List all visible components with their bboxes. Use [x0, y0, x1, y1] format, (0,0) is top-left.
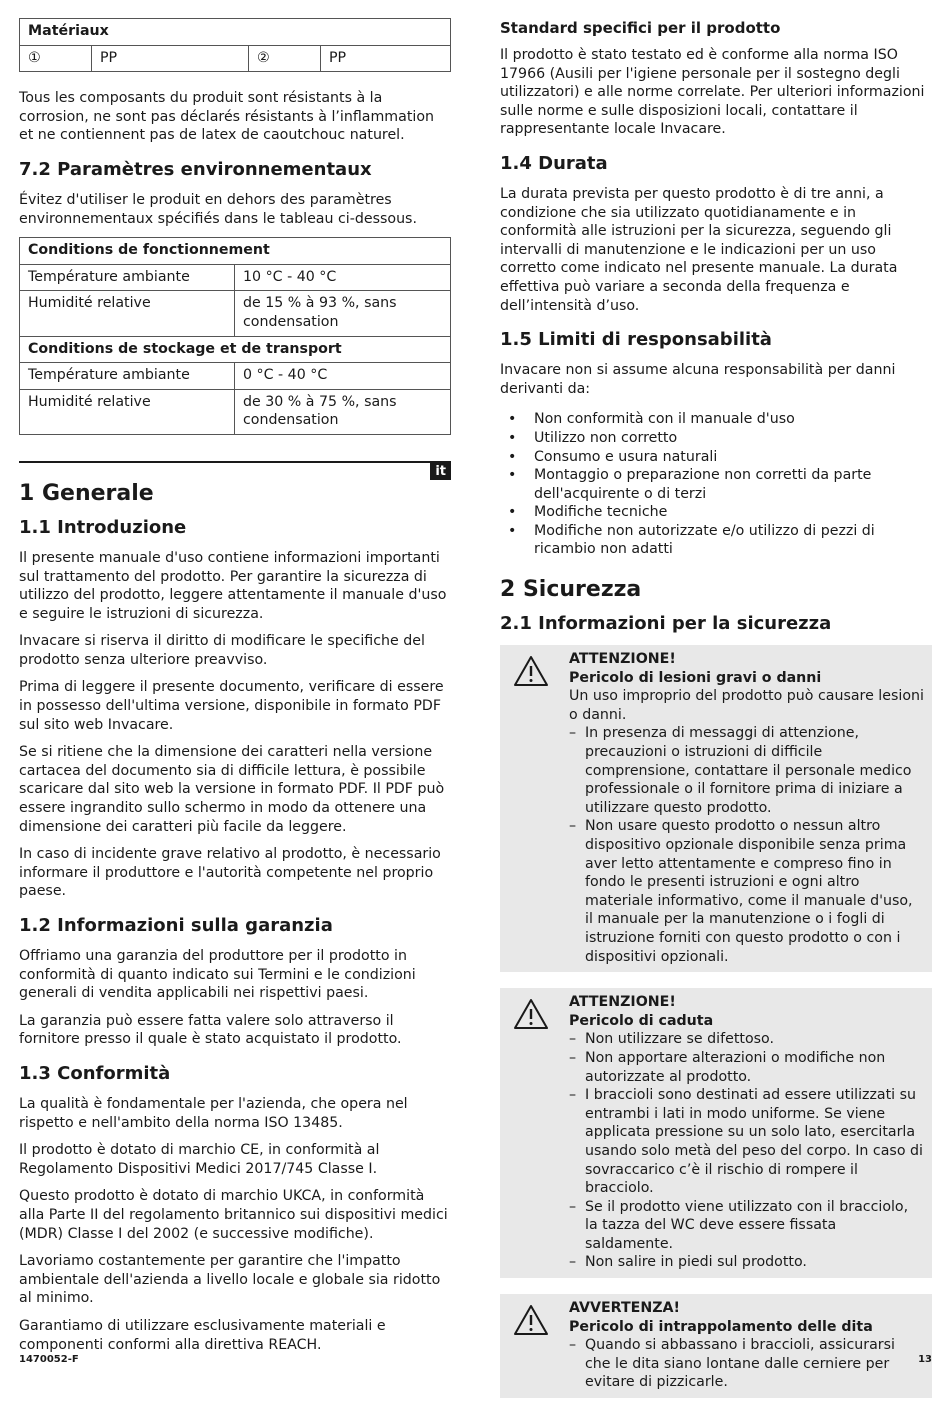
standards-paragraph: Il prodotto è stato testato ed è conforme alla norma ISO 17966 (Ausili per l'igiene personale per il sostegno degli utilizzatori) e alle norme correlate. Per ulteriori informazioni sulle norme e sulle disposizioni locali, contattare il rappresentante locale Invacare.: [500, 47, 925, 138]
list-item: • Non conformità con il manuale d'uso: [500, 410, 932, 429]
warning-text: Un uso improprio del prodotto può causare lesioni o danni.: [569, 688, 924, 723]
warning-label: ATTENZIONE!: [569, 651, 676, 668]
intro-paragraph-3: Prima di leggere il presente documento, verificare di essere in possesso dell'ultima versione, disponibile in formato PDF sul sito web Invacare.: [19, 679, 444, 733]
conformity-paragraph-5: Garantiamo di utilizzare esclusivamente materiali e componenti conformi alla direttiva REACH.: [19, 1317, 386, 1353]
warranty-title: 1.2 Informazioni sulla garanzia: [19, 915, 333, 936]
warranty-paragraph-1: Offriamo una garanzia del produttore per il prodotto in conformità di quanto indicato sui Termini e le condizioni generali di vendita applicabili nei rispettivi paesi.: [19, 948, 416, 1002]
page-number: 13: [918, 1354, 932, 1365]
liability-list: [500, 410, 932, 559]
list-item: • Consumo e usura naturali: [500, 448, 932, 467]
list-item: • Utilizzo non corretto: [500, 429, 932, 448]
intro-paragraph-5: In caso di incidente grave relativo al prodotto, è necessario informare il produttore e l'autorità competente nel proprio paese.: [19, 846, 441, 900]
storage-humidity-label: Humidité relative: [20, 389, 235, 434]
intro-paragraph-2: Invacare si riserva il diritto di modificare le specifiche del prodotto senza ulteriore preavviso.: [19, 633, 425, 668]
list-item: • Montaggio o preparazione non corretti da parte dell'acquirente o di terzi: [500, 466, 932, 503]
warning-label: ATTENZIONE!: [569, 994, 676, 1011]
warning-triangle-icon: [513, 998, 549, 1030]
conformity-paragraph-3: Questo prodotto è dotato di marchio UKCA, in conformità alla Parte II del regolamento britannico sui dispositivi medici (MDR) Classe I del 2002 (e successive modifiche).: [19, 1188, 448, 1242]
safety-info-title: 2.1 Informazioni per la sicurezza: [500, 613, 832, 635]
list-item: – Non utilizzare se difettoso.: [569, 1030, 924, 1049]
warning-triangle-icon: [513, 655, 549, 687]
liability-title: 1.5 Limiti di responsabilità: [500, 329, 772, 351]
warning-box-fall: [500, 988, 932, 1278]
left-column: [19, 18, 451, 1363]
warning-triangle-icon: [513, 1304, 549, 1336]
storage-temp-value: 0 °C - 40 °C: [235, 363, 451, 390]
list-item: – Se il prodotto viene utilizzato con il bracciolo, la tazza del WC deve essere fissata saldamente.: [569, 1198, 924, 1254]
section-1-title: 1 Generale: [19, 480, 154, 506]
list-item: • Modifiche tecniche: [500, 503, 932, 522]
duration-title: 1.4 Durata: [500, 152, 608, 174]
standards-title: Standard specifici per il prodotto: [500, 19, 781, 37]
language-divider: [19, 461, 451, 479]
storage-conditions-header: Conditions de stockage et de transport: [20, 336, 451, 363]
env-intro: Évitez d'utiliser le produit en dehors des paramètres environnementaux spécifiés dans le tableau ci-dessous.: [19, 191, 417, 227]
env-table: [19, 237, 451, 435]
warranty-paragraph-2: La garanzia può essere fatta valere solo attraverso il fornitore presso il quale è stato acquistato il prodotto.: [19, 1012, 402, 1048]
list-item: – Quando si abbassano i braccioli, assicurarsi che le dita siano lontane dalle cerniere per evitare di pizzicarle.: [569, 1336, 924, 1392]
document-id: 1470052-F: [19, 1354, 79, 1365]
language-tag: it: [430, 463, 451, 480]
materials-header: Matériaux: [20, 19, 451, 46]
op-temp-value: 10 °C - 40 °C: [235, 264, 451, 291]
list-item: • Modifiche non autorizzate e/o utilizzo di pezzi di ricambio non adatti: [500, 522, 932, 559]
op-humidity-label: Humidité relative: [20, 291, 235, 336]
intro-paragraph-1: Il presente manuale d'uso contiene informazioni importanti sul trattamento del prodotto. Per garantire la sicurezza di utilizzo del prodotto, leggere attentamente il manuale d'uso e seguire le istruzioni di sicurezza.: [19, 549, 447, 622]
liability-paragraph: Invacare non si assume alcuna responsabilità per danni derivanti da:: [500, 362, 896, 397]
material-symbol-2: ②: [249, 45, 321, 72]
warning-heading: Pericolo di lesioni gravi o danni: [569, 669, 822, 686]
conformity-paragraph-4: Lavoriamo costantemente per garantire che l'impatto ambientale dell'azienda a livello locale e globale sia ridotto al minimo.: [19, 1253, 441, 1307]
material-value-2: PP: [321, 45, 451, 72]
op-humidity-value: de 15 % à 93 %, sans condensation: [235, 291, 451, 336]
op-temp-label: Température ambiante: [20, 264, 235, 291]
list-item: – Non apportare alterazioni o modifiche non autorizzate al prodotto.: [569, 1049, 924, 1086]
intro-paragraph-4: Se si ritiene che la dimensione dei caratteri nella versione cartacea del documento sia di difficile lettura, è possibile scaricare dal sito web la versione in formato PDF. Il PDF può essere ingrandito sullo schermo in modo da ottenere una dimensione dei caratteri più facile da leggere.: [19, 744, 445, 835]
materials-paragraph: Tous les composants du produit sont résistants à la corrosion, ne sont pas déclarés résistants à l’inflammation et ne contiennent pas de latex de caoutchouc naturel.: [19, 90, 434, 144]
conformity-paragraph-1: La qualità è fondamentale per l'azienda, che opera nel rispetto e nell'ambito della norma ISO 13485.: [19, 1095, 408, 1131]
storage-temp-label: Température ambiante: [20, 363, 235, 390]
list-item: – In presenza di messaggi di attenzione, precauzioni o istruzioni di difficile comprensione, contattare il personale medico professionale o il fornitore prima di iniziare a utilizzare questo prodotto.: [569, 724, 924, 817]
list-item: – Non usare questo prodotto o nessun altro dispositivo opzionale disponibile senza prima aver letto attentamente e compreso fino in fondo le presenti istruzioni e ogni altro materiale informativo, come il manuale d'uso, il manuale per la manutenzione o i fogli di istruzione forniti con questo prodotto o con i dispositivi opzionali.: [569, 817, 924, 966]
warning-box-injury: [500, 645, 932, 972]
list-item: – I braccioli sono destinati ad essere utilizzati su entrambi i lati in modo uniforme. Se viene applicata pressione su un solo lato, esercitarla usando solo metà del peso del corpo. In caso di sovraccarico c’è il rischio di rompere il bracciolo.: [569, 1086, 924, 1198]
storage-humidity-value: de 30 % à 75 %, sans condensation: [235, 389, 451, 434]
warning-list: [569, 1336, 924, 1392]
warning-heading: Pericolo di caduta: [569, 1012, 714, 1029]
conformity-title: 1.3 Conformità: [19, 1062, 171, 1084]
conformity-paragraph-2: Il prodotto è dotato di marchio CE, in conformità al Regolamento Dispositivi Medici 2017/745 Classe I.: [19, 1142, 380, 1177]
materials-table: [19, 18, 451, 72]
duration-paragraph: La durata prevista per questo prodotto è di tre anni, a condizione che sia utilizzato quotidianamente e in conformità alle istruzioni per la sicurezza, seguendo gli intervalli di manutenzione e le indicazioni per un uso corretto come indicato nel presente manuale. La durata effettiva può variare a seconda della frequenza e dell’intensità d’uso.: [500, 185, 898, 314]
section-2-title: 2 Sicurezza: [500, 577, 642, 603]
warning-list: [569, 1030, 924, 1272]
list-item: – Non salire in piedi sul prodotto.: [569, 1253, 924, 1272]
op-conditions-header: Conditions de fonctionnement: [20, 238, 451, 265]
material-value-1: PP: [92, 45, 249, 72]
warning-label: AVVERTENZA!: [569, 1300, 680, 1317]
introduction-title: 1.1 Introduzione: [19, 516, 187, 538]
env-title: 7.2 Paramètres environnementaux: [19, 158, 372, 180]
warning-heading: Pericolo di intrappolamento delle dita: [569, 1318, 873, 1335]
warning-list: [569, 724, 924, 966]
right-column: [500, 18, 932, 1414]
material-symbol-1: ①: [20, 45, 92, 72]
warning-box-finger-trap: [500, 1294, 932, 1398]
